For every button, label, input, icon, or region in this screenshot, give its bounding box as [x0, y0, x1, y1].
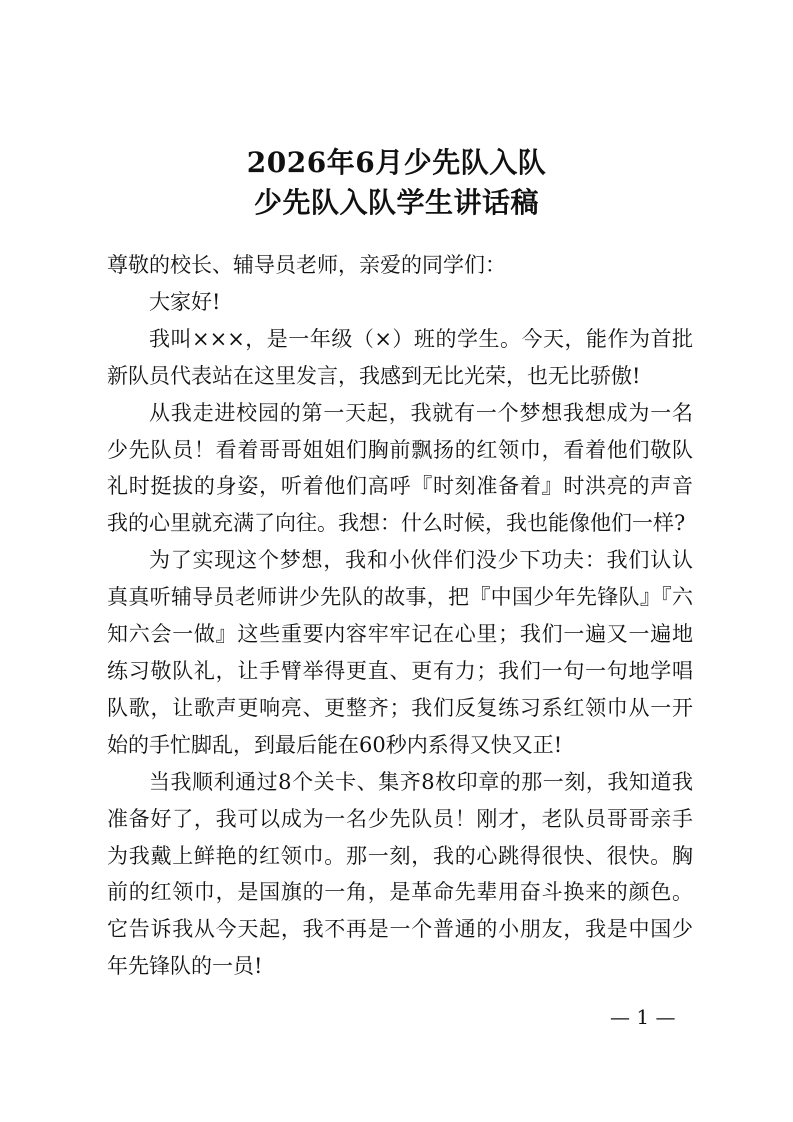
salutation: 尊敬的校长、辅导员老师，亲爱的同学们： — [107, 253, 506, 277]
paragraph: 当我顺利通过8个关卡、集齐8枚印章的那一刻，我知道我准备好了，我可以成为一名少先队员！刚才，老队员哥哥亲手为我戴上鲜艳的红领巾。那一刻，我的心跳得很快、很快。胸前的红领巾，是国旗的一角，是革命先辈用奋斗换来的颜色。它告诉我从今天起，我不再是一个普通的小朋友，我是中国少年先锋队的一员! — [107, 769, 693, 979]
paragraph: 大家好! — [149, 289, 221, 314]
page-subtitle: 少先队入队学生讲话稿 — [253, 186, 539, 219]
page-number: — 1 — — [610, 1005, 676, 1029]
paragraph: 为了实现这个梦想，我和小伙伴们没少下功夫：我们认认真真听辅导员老师讲少先队的故事，把『中国少年先锋队』『六知六会一做』这些重要内容牢牢记在心里；我们一遍又一遍地练习敬队礼，让手臂举得更直、更有力；我们一句一句地学唱队歌，让歌声更响亮、更整齐；我们反复练习系红领巾从一开始的手忙脚乱，到最后能在60秒内系得又快又正! — [107, 548, 693, 757]
paragraph: 从我走进校园的第一天起，我就有一个梦想我想成为一名少先队员！看着哥哥姐姐们胸前飘扬的红领巾，看着他们敬队礼时挺拔的身姿，听着他们高呼『时刻准备着』时洪亮的声音我的心里就充满了向往。我想：什么时候，我也能像他们一样? — [107, 400, 693, 536]
speech-body — [107, 247, 693, 985]
paragraph: 我叫×××，是一年级（×）班的学生。今天，能作为首批新队员代表站在这里发言，我感到无比光荣，也无比骄傲! — [107, 326, 693, 388]
page-title: 2026年6月少先队入队 — [246, 146, 547, 179]
title-block — [0, 143, 793, 223]
